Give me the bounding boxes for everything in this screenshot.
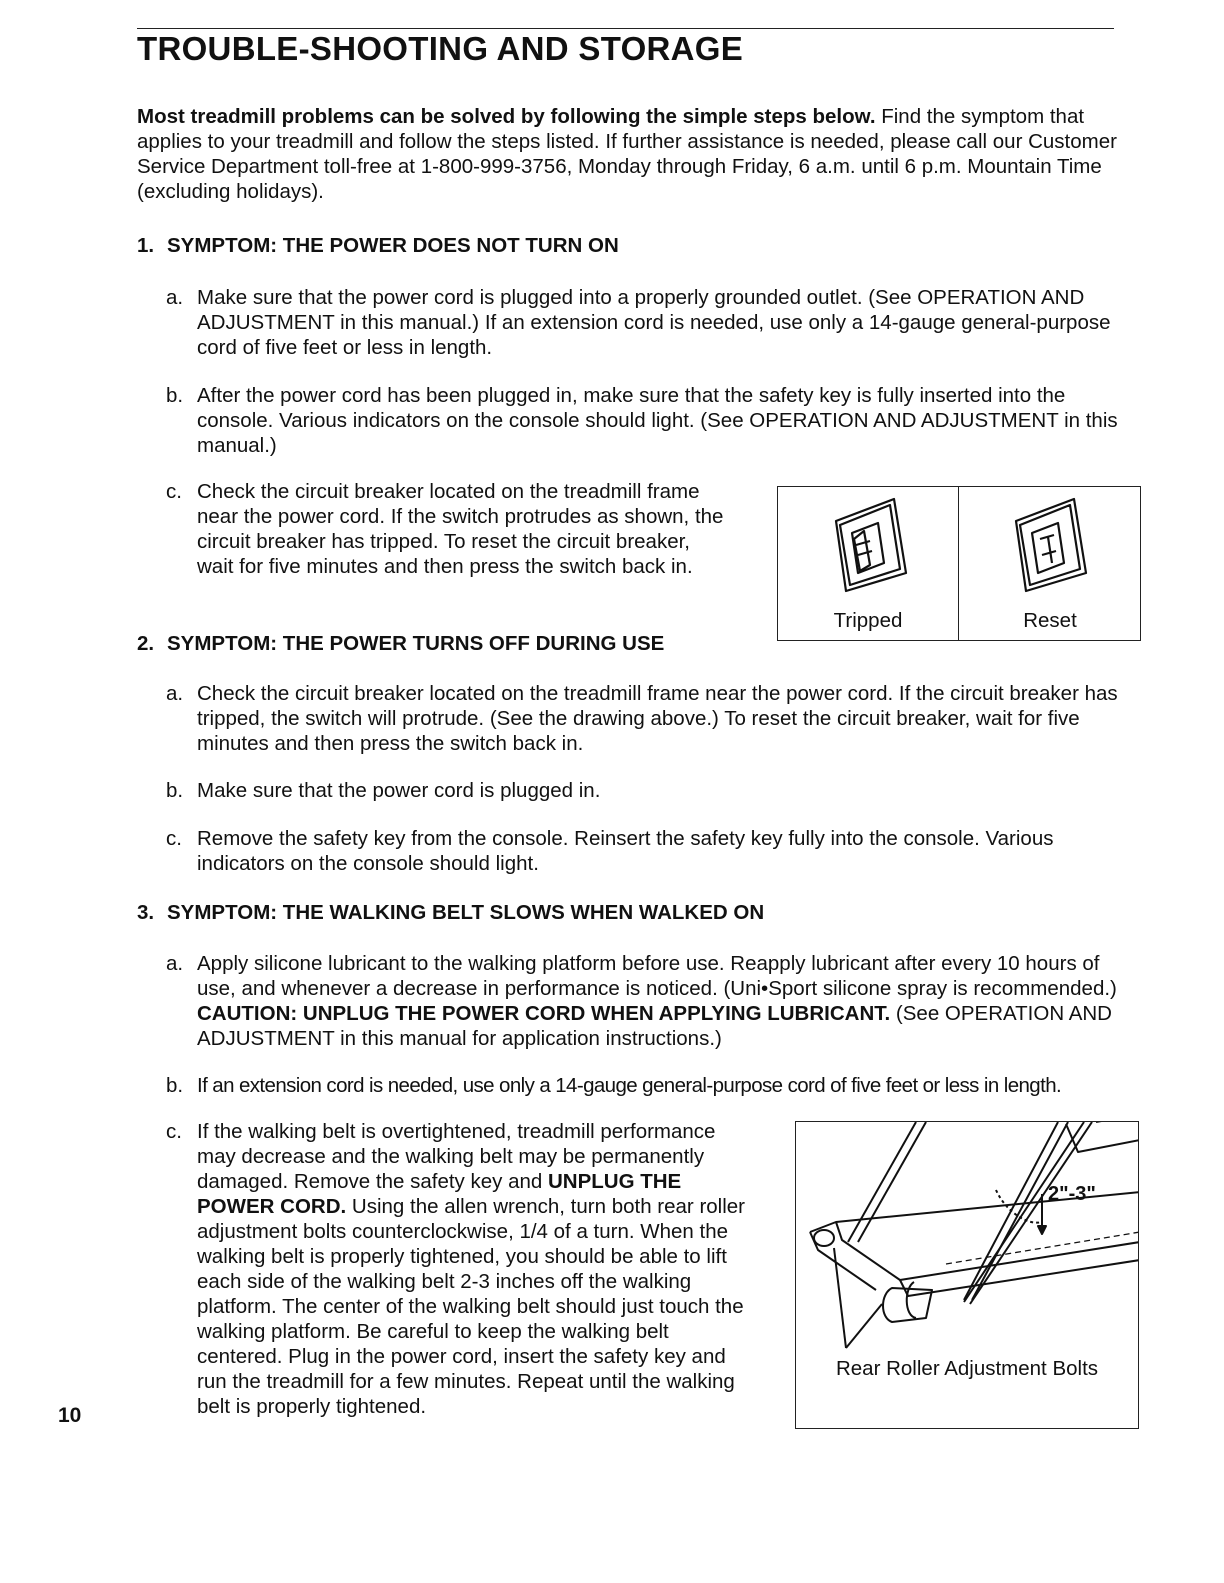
item-text: Remove the safety key from the console. Reinsert the safety key fully into the console. Various indicators on the console should light.	[197, 827, 1054, 875]
tripped-switch-icon	[824, 493, 914, 597]
symptom-2-item-b	[166, 778, 1141, 803]
symptom-number: 1.	[137, 234, 155, 257]
item-text: Make sure that the power cord is plugged into a properly grounded outlet. (See OPERATION AND ADJUSTMENT in this manual.) If an extension cord is needed, use only a 14-gauge general-purpose cord of five feet or less in length.	[197, 286, 1111, 359]
symptom-1-heading	[137, 234, 619, 258]
treadmill-rear-roller-drawing	[796, 1122, 1139, 1352]
item-text-part: Apply silicone lubricant to the walking platform before use. Reapply lubricant after every 10 hours of use, and whenever a decrease in performance is noticed. (Uni•Sport silicone spray is recommended.)	[197, 952, 1117, 1000]
symptom-number: 3.	[137, 901, 155, 924]
symptom-1-item-b	[166, 383, 1141, 458]
symptom-title: SYMPTOM: THE POWER DOES NOT TURN ON	[167, 234, 619, 257]
figure-divider	[958, 487, 959, 640]
item-text: Make sure that the power cord is plugged in.	[197, 779, 601, 802]
symptom-title: SYMPTOM: THE WALKING BELT SLOWS WHEN WALKED ON	[167, 901, 765, 924]
item-letter: c.	[166, 480, 182, 503]
symptom-number: 2.	[137, 632, 155, 655]
intro-bold-lead: Most treadmill problems can be solved by following the simple steps below.	[137, 105, 876, 128]
circuit-breaker-figure	[777, 486, 1141, 641]
symptom-2-heading	[137, 632, 664, 656]
item-text: Check the circuit breaker located on the treadmill frame near the power cord. If the circuit breaker has tripped, the switch will protrude. (See the drawing above.) To reset the circuit breaker, wait for five minutes and then press the switch back in.	[197, 682, 1118, 755]
item-letter: c.	[166, 1120, 182, 1143]
symptom-2-item-c	[166, 826, 1141, 876]
symptom-3-item-a	[166, 951, 1126, 1051]
caution-warning: CAUTION: UNPLUG THE POWER CORD WHEN APPLYING LUBRICANT.	[197, 1002, 891, 1025]
symptom-1-item-a	[166, 285, 1126, 360]
intro-paragraph	[137, 104, 1127, 204]
reset-caption: Reset	[1023, 609, 1077, 632]
intro-text: Find the symptom that applies to your treadmill and follow the steps listed. If further assistance is needed, please call our Customer Service Department toll-free at 1-800-999-3756, Monday through Friday, 6 a.m. until 6 p.m. Mountain Time (excluding holidays).	[137, 105, 1117, 203]
symptom-title: SYMPTOM: THE POWER TURNS OFF DURING USE	[167, 632, 665, 655]
item-letter: a.	[166, 286, 184, 309]
item-letter: a.	[166, 682, 184, 705]
item-text-part: If the walking belt is overtightened, treadmill performance may decrease and the walking belt may be permanently damaged. Remove the safety key and	[197, 1120, 716, 1193]
walking-belt-figure	[795, 1121, 1139, 1429]
item-text	[197, 951, 1126, 1051]
item-text	[197, 1119, 756, 1419]
item-text: After the power cord has been plugged in, make sure that the safety key is fully inserted into the console. Various indicators on the console should light. (See OPERATION AND ADJUSTMENT in this manual.)	[197, 384, 1118, 457]
header-rule	[137, 28, 1114, 29]
tripped-caption: Tripped	[833, 609, 903, 632]
item-letter: b.	[166, 384, 184, 407]
symptom-3-heading	[137, 901, 764, 925]
item-text-part: Using the allen wrench, turn both rear roller adjustment bolts counterclockwise, 1/4 of a turn. When the walking belt is properly tightened, you should be able to lift each side of the walking belt 2-3 inches off the walking platform. The center of the walking belt should just touch the walking platform. Be careful to keep the walking belt centered. Plug in the power cord, insert the safety key and run the treadmill for a few minutes. Repeat until the walking belt is properly tightened.	[197, 1195, 746, 1418]
item-letter: b.	[166, 779, 184, 802]
belt-figure-caption: Rear Roller Adjustment Bolts	[835, 1357, 1099, 1380]
symptom-3-item-c	[166, 1119, 756, 1419]
reset-switch-icon	[1004, 493, 1094, 597]
page-title: TROUBLE-SHOOTING AND STORAGE	[137, 30, 744, 67]
measurement-label: 2"-3"	[1048, 1183, 1096, 1205]
item-letter: b.	[166, 1074, 184, 1097]
symptom-3-item-b	[166, 1073, 1166, 1098]
unplug-warning: UNPLUG THE POWER CORD.	[197, 1170, 682, 1218]
item-text: If an extension cord is needed, use only a 14-gauge general-purpose cord of five feet or less in length.	[197, 1074, 1062, 1097]
page-number: 10	[58, 1404, 82, 1427]
item-letter: c.	[166, 827, 182, 850]
item-letter: a.	[166, 952, 184, 975]
symptom-2-item-a	[166, 681, 1141, 756]
item-text-part: (See OPERATION AND ADJUSTMENT in this manual for application instructions.)	[197, 1002, 1112, 1050]
symptom-1-item-c	[166, 479, 726, 579]
item-text: Check the circuit breaker located on the treadmill frame near the power cord. If the switch protrudes as shown, the circuit breaker has tripped. To reset the circuit breaker, wait for five minutes and then press the switch back in.	[197, 480, 724, 578]
